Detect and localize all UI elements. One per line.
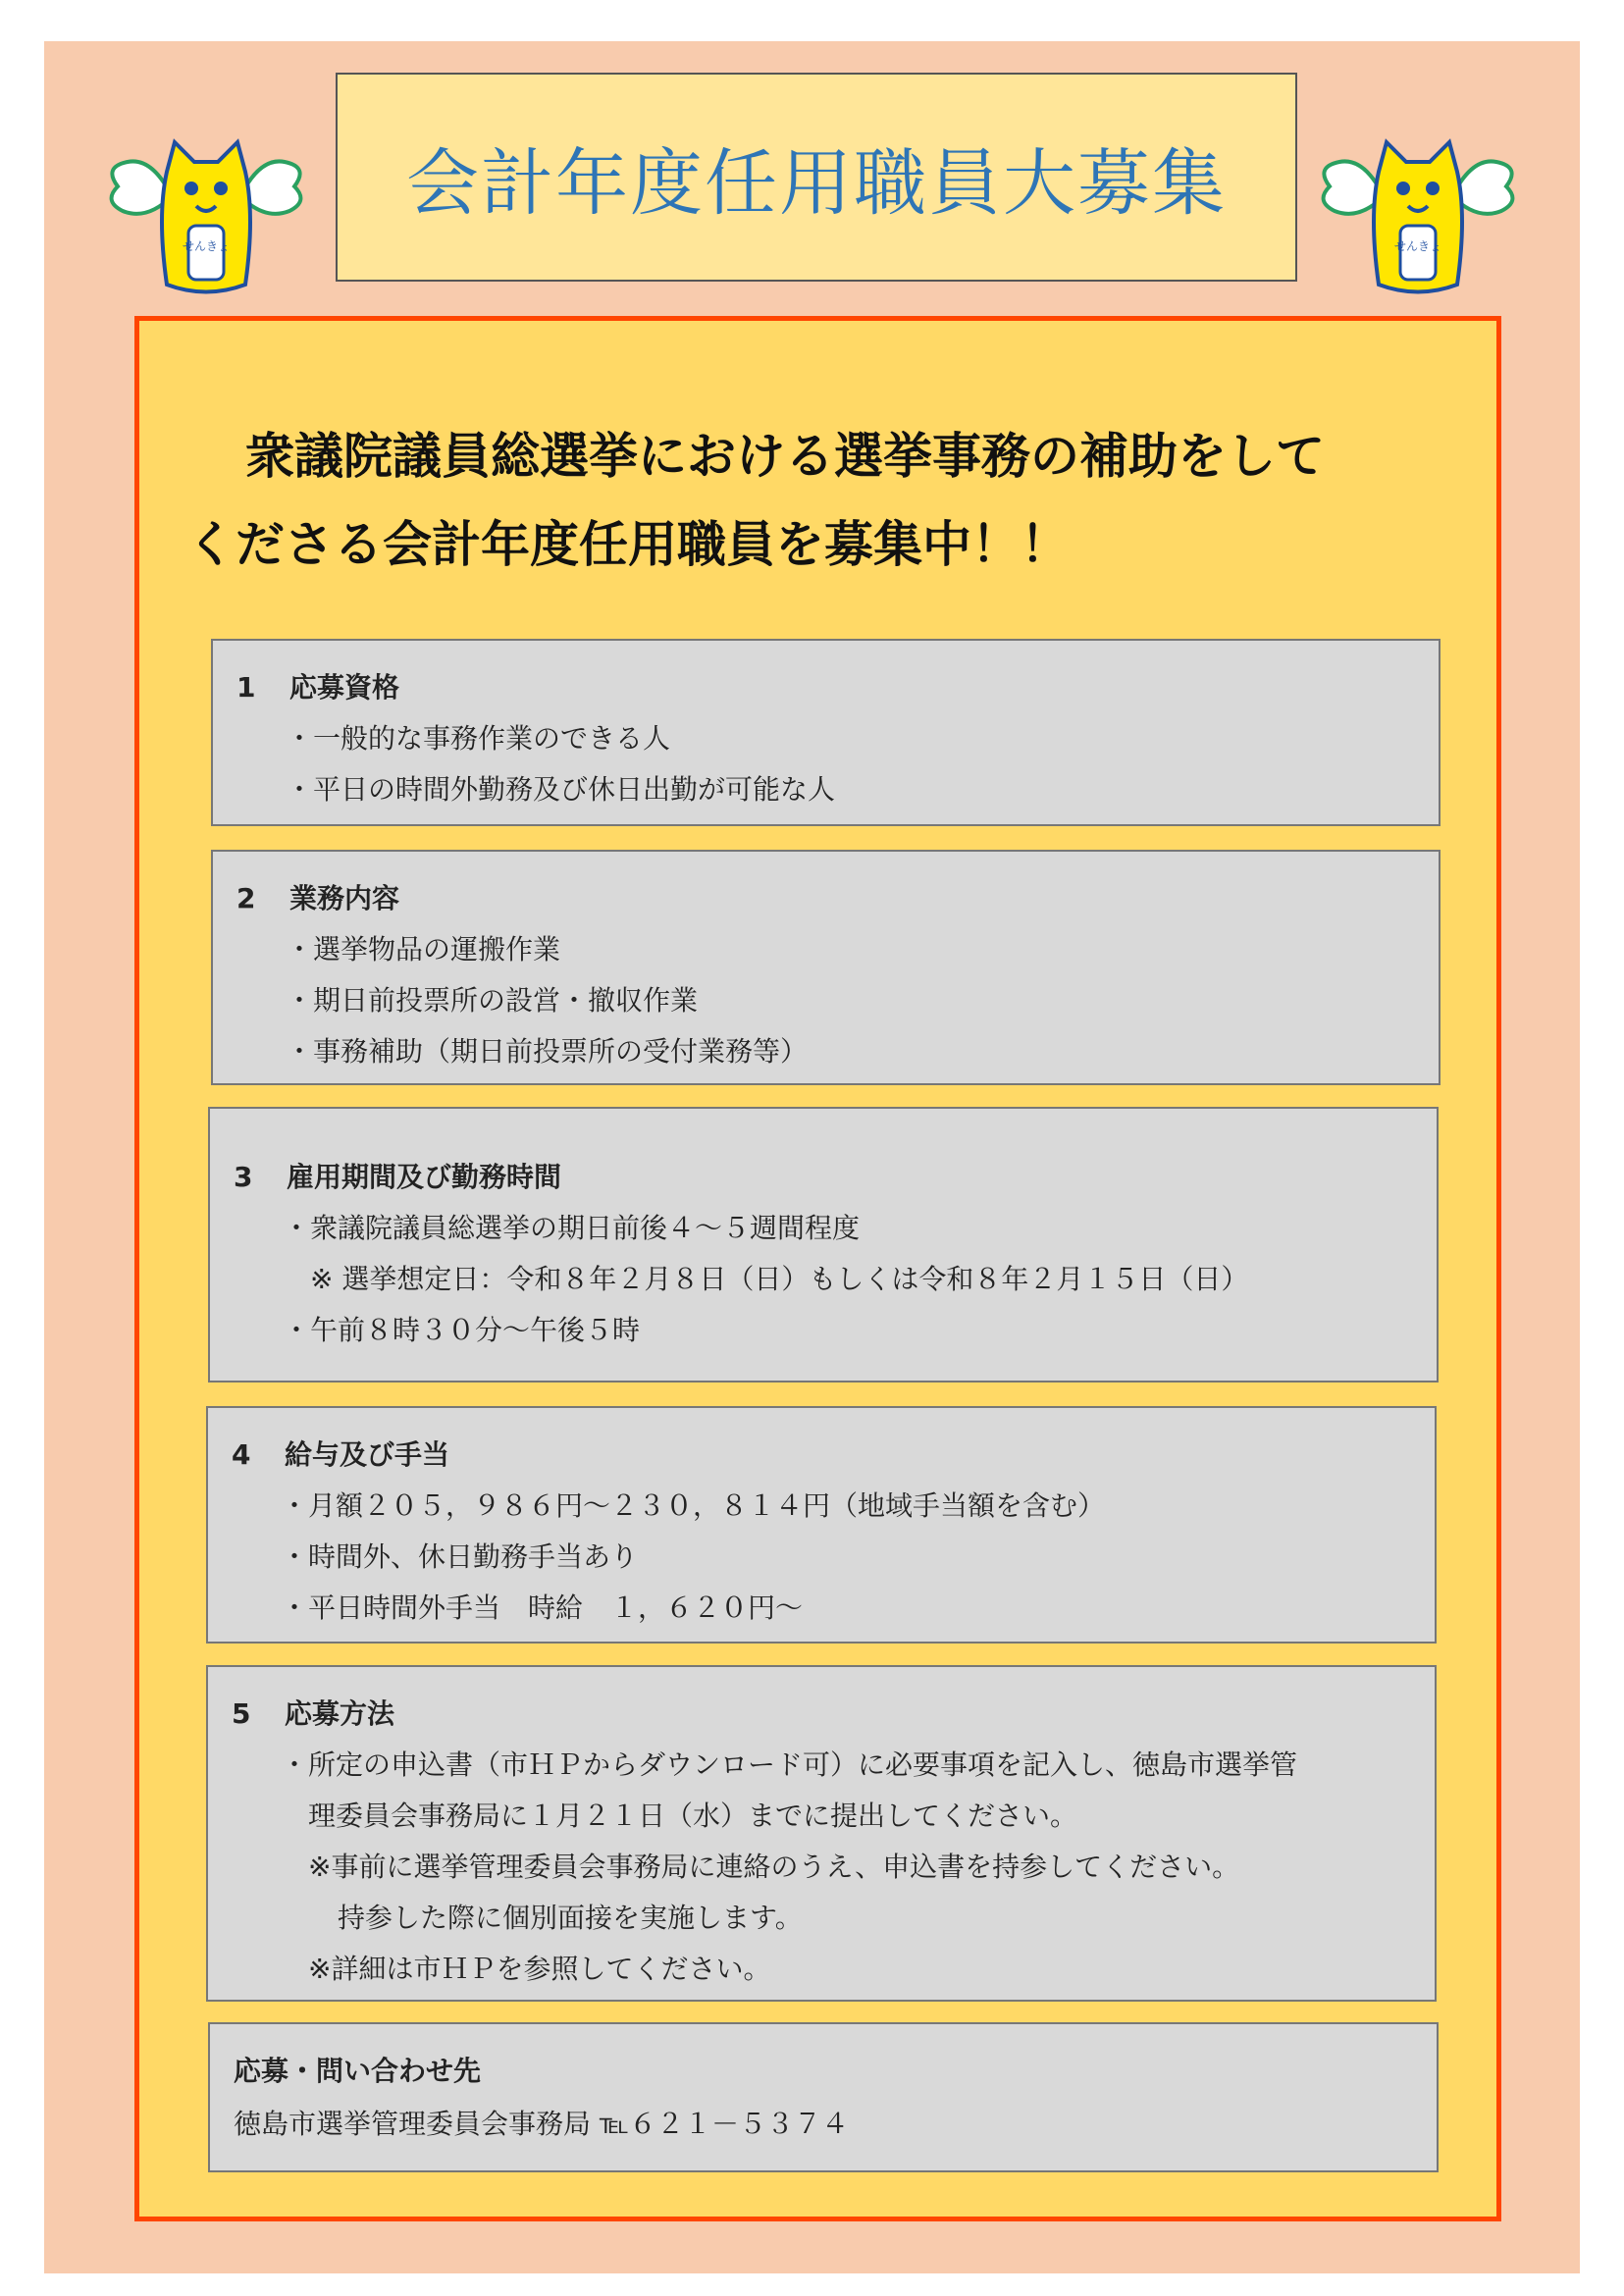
section-title: 業務内容 [289,882,400,914]
headline-line-2: くださる会計年度任用職員を募集中！！ [186,516,1070,573]
headline [186,412,1462,589]
list-item-continuation: 理委員会事務局に１月２１日（水）までに提出してください。 [308,1800,1078,1832]
list-item: ・所定の申込書（市ＨＰからダウンロード可）に必要事項を記入し、徳島市選挙管 [281,1748,1298,1781]
list-item: ・時間外、休日勤務手当あり [281,1540,639,1573]
section-application-method [206,1665,1437,2002]
section-employment-period [208,1107,1439,1383]
list-item-note: ※詳細は市ＨＰを参照してください。 [308,1953,771,1985]
page-title: 会計年度任用職員大募集 [406,140,1227,226]
section-salary [206,1406,1437,1644]
mascot-right-label: せんきょ [1393,239,1442,253]
section-heading [236,662,1413,713]
section-number: 2 [236,882,256,914]
list-item: ・選挙物品の運搬作業 [286,933,561,965]
list-item: ・午前８時３０分～午後５時 [283,1314,641,1346]
section-heading [236,873,1413,924]
mascot-left-label: せんきょ [182,239,231,253]
list-item: ・衆議院議員総選挙の期日前後４～５週間程度 [283,1212,861,1244]
section-duties [211,850,1441,1085]
list-item-note-continuation: 持参した際に個別面接を実施します。 [338,1902,803,1934]
section-number: 5 [232,1697,251,1730]
headline-line-1: 衆議院議員総選挙における選挙事務の補助をして [245,428,1325,485]
list-item-note: ※事前に選挙管理委員会事務局に連絡のうえ、申込書を持参してください。 [308,1851,1240,1883]
contact-box [208,2022,1439,2172]
list-item: ・期日前投票所の設営・撤収作業 [286,984,699,1017]
section-number: 4 [232,1438,251,1471]
contact-text: 徳島市選挙管理委員会事務局 ℡６２１－５３７４ [234,2108,849,2140]
list-item-note: ※ 選挙想定日：令和８年２月８日（日）もしくは令和８年２月１５日（日） [310,1263,1249,1295]
section-number: 1 [236,671,256,704]
title-box [336,73,1297,282]
section-title: 応募資格 [289,671,400,704]
mascot-right-icon [1310,128,1526,304]
section-title: 給与及び手当 [285,1438,450,1471]
section-qualifications [211,639,1441,826]
mascot-left-icon [98,128,314,304]
list-item: ・事務補助（期日前投票所の受付業務等） [286,1035,809,1068]
section-heading [234,1152,1411,1203]
list-item: ・平日時間外手当 時給 １，６２０円～ [281,1592,804,1624]
section-title: 雇用期間及び勤務時間 [287,1161,562,1193]
section-heading [232,1430,1409,1481]
list-item: ・平日の時間外勤務及び休日出勤が可能な人 [286,773,836,806]
list-item: ・月額２０５，９８６円～２３０，８１４円（地域手当額を含む） [281,1489,1106,1522]
section-title: 応募方法 [285,1697,395,1730]
section-heading [232,1689,1409,1740]
contact-heading: 応募・問い合わせ先 [234,2055,482,2087]
section-number: 3 [234,1161,253,1193]
list-item: ・一般的な事務作業のできる人 [286,722,671,755]
